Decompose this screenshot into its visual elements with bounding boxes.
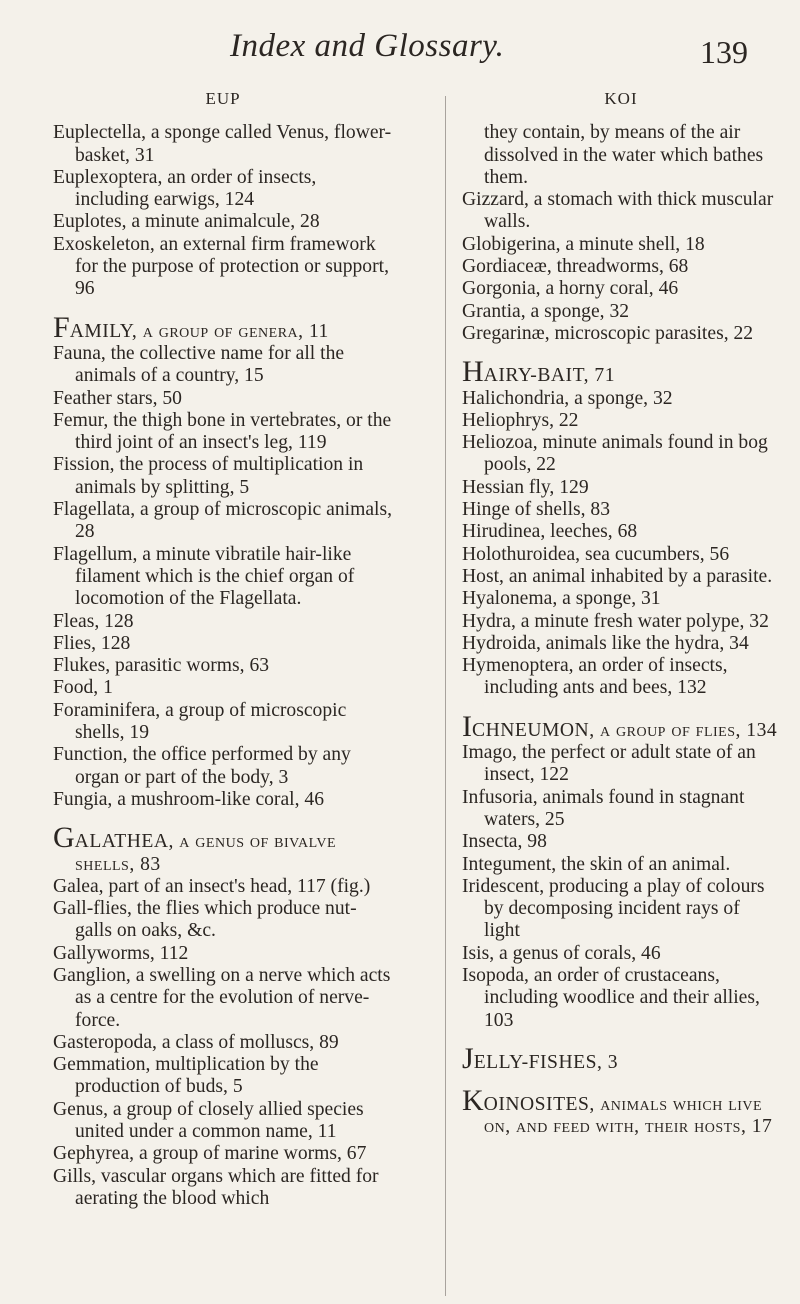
index-entry: Iridescent, producing a play of colours by decomposing incident rays of light <box>462 875 765 942</box>
index-entry: Fission, the process of multiplication in animals by splitting, 5 <box>53 454 364 498</box>
index-entry: Heliophrys, 22 <box>462 409 579 431</box>
section-j-lead <box>462 1041 780 1075</box>
index-entry: Halichondria, a sponge, 32 <box>462 387 673 409</box>
index-entry: Grantia, a sponge, 32 <box>462 300 630 322</box>
section-k-lead <box>462 1084 780 1139</box>
index-entry: Integument, the skin of an animal. <box>462 853 731 875</box>
drop-cap-i: I <box>462 709 472 743</box>
index-entry: Femur, the thigh bone in vertebrates, or the third joint of an insect's leg, 119 <box>53 409 392 454</box>
index-entry: Hymenoptera, an order of insects, including ants and bees, 132 <box>462 655 728 699</box>
drop-cap-f: F <box>53 310 70 344</box>
index-entry: Euplectella, a sponge called Venus, flower-basket, 31 <box>53 122 392 166</box>
index-entry: Gordiaceæ, threadworms, 68 <box>462 256 689 278</box>
index-entry: Gorgonia, a horny coral, 46 <box>462 278 679 300</box>
index-entry: Food, 1 <box>53 677 113 699</box>
index-entry: Heliozoa, minute animals found in bog pools, 22 <box>462 432 768 476</box>
index-entry: Infusoria, animals found in stagnant waters, 25 <box>462 786 745 830</box>
index-entry: Flukes, parasitic worms, 63 <box>53 655 270 677</box>
index-entry: Gregarinæ, microscopic parasites, 22 <box>462 322 754 344</box>
index-entry: Gills, vascular organs which are fitted for aerating the blood which <box>53 1165 379 1209</box>
section-k-lead-text: OINOSITES, animals which live on, and feed with, their hosts, 17 <box>483 1094 773 1138</box>
section-i-lead <box>462 709 780 743</box>
index-entry: Feather stars, 50 <box>53 387 182 409</box>
index-entry: Isis, a genus of corals, 46 <box>462 942 661 964</box>
running-title: Index and Glossary. <box>230 28 505 64</box>
index-entry: Gasteropoda, a class of molluscs, 89 <box>53 1031 339 1053</box>
index-entry: Euplotes, a minute animalcule, 28 <box>53 211 320 233</box>
continuation-text: they contain, by means of the air dissolved in the water which bathes them. <box>484 122 764 188</box>
index-entry: Hinge of shells, 83 <box>462 499 611 521</box>
section-f-lead-text: AMILY, a group of genera, 11 <box>69 320 329 342</box>
index-entry: Foraminifera, a group of microscopic shells, 19 <box>53 699 347 744</box>
index-entry: Fleas, 128 <box>53 610 134 632</box>
right-column <box>462 88 780 1139</box>
index-entry: Globigerina, a minute shell, 18 <box>462 233 705 255</box>
index-entry: Insecta, 98 <box>462 831 547 853</box>
index-entry: Gephyrea, a group of marine worms, 67 <box>53 1143 367 1165</box>
index-entry: Hessian fly, 129 <box>462 476 589 498</box>
section-g-lead <box>53 821 393 876</box>
index-entry: Function, the office performed by any organ or part of the body, 3 <box>53 744 351 788</box>
index-entry: Holothuroidea, sea cucumbers, 56 <box>462 543 730 565</box>
column-divider <box>445 96 446 1296</box>
index-entry: Fauna, the collective name for all the animals of a country, 15 <box>53 342 345 387</box>
drop-cap-j: J <box>462 1041 474 1075</box>
index-entry: Hirudinea, leeches, 68 <box>462 521 638 543</box>
guide-word-left: EUP <box>205 89 241 108</box>
drop-cap-k: K <box>462 1084 484 1118</box>
index-entry: Flies, 128 <box>53 632 131 654</box>
index-entry: Fungia, a mushroom-like coral, 46 <box>53 788 324 810</box>
index-entry: Genus, a group of closely allied species united under a common name, 11 <box>53 1098 364 1143</box>
section-g-lead-text: ALATHEA, a genus of bivalve shells, 83 <box>74 831 337 875</box>
index-entry: Flagellum, a minute vibratile hair-like filament which is the chief organ of locomotion of the Flagellata. <box>53 543 355 610</box>
index-entry: Gallyworms, 112 <box>53 942 189 964</box>
index-entry: Flagellata, a group of microscopic animals, 28 <box>53 499 392 543</box>
index-entry: Hydroida, animals like the hydra, 34 <box>462 632 749 654</box>
page-number: 139 <box>700 34 748 70</box>
index-entry: Gizzard, a stomach with thick muscular walls. <box>462 189 774 233</box>
index-entry: Gall-flies, the flies which produce nut-galls on oaks, &c. <box>53 898 357 942</box>
guide-word-right: KOI <box>604 89 638 108</box>
index-entry: Euplexoptera, an order of insects, including earwigs, 124 <box>53 166 317 211</box>
left-column <box>53 88 393 1210</box>
drop-cap-g: G <box>53 821 75 855</box>
index-entry: Imago, the perfect or adult state of an insect, 122 <box>462 742 756 786</box>
section-f-lead <box>53 310 393 344</box>
index-entry: Gemmation, multiplication by the production of buds, 5 <box>53 1054 319 1098</box>
index-entry: Galea, part of an insect's head, 117 (fig.) <box>53 875 371 897</box>
section-j-lead-text: ELLY-FISHES, 3 <box>473 1051 619 1073</box>
index-entry: Hydra, a minute fresh water polype, 32 <box>462 610 769 632</box>
index-entry: Hyalonema, a sponge, 31 <box>462 588 661 610</box>
drop-cap-h: H <box>462 355 484 389</box>
section-i-lead-text: CHNEUMON, a group of flies, 134 <box>472 719 778 741</box>
section-h-lead <box>462 355 780 389</box>
index-entry: Exoskeleton, an external firm framework for the purpose of protection or support, 96 <box>53 233 389 300</box>
section-h-lead-text: AIRY-BAIT, 71 <box>483 365 615 387</box>
index-entry: Isopoda, an order of crustaceans, including woodlice and their allies, 103 <box>462 964 760 1031</box>
index-entry: Ganglion, a swelling on a nerve which acts as a centre for the evolution of nerve-force. <box>53 964 391 1031</box>
page-header <box>0 0 800 70</box>
index-entry: Host, an animal inhabited by a parasite. <box>462 565 773 587</box>
